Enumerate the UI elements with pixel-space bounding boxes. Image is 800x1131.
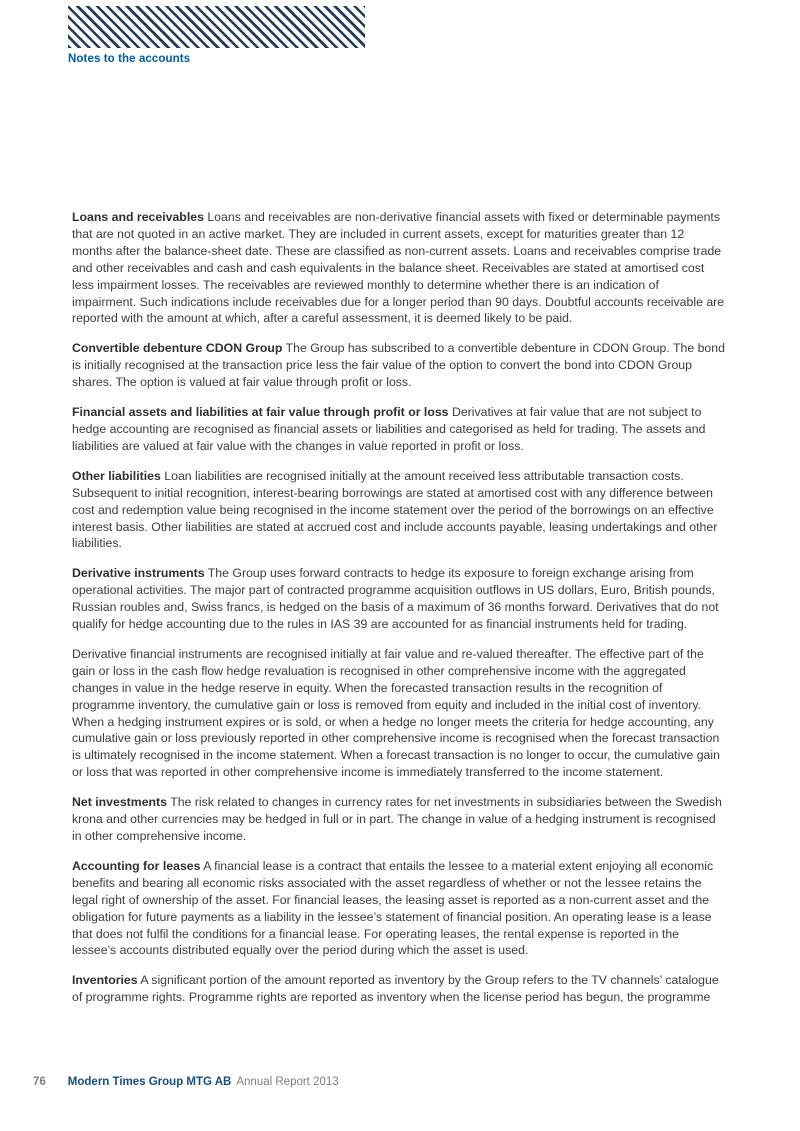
paragraph-heading: Net investments [72,795,167,810]
body-text [72,209,725,1019]
paragraph-heading: Inventories [72,973,138,988]
paragraph-text: Loan liabilities are recognised initially at the amount received less attributable transaction costs. Subsequent to initial recognition, interest-bearing borrowings are stated at amortised cost with any difference between cost and redemption value being recognised in the income statement over the period of the borrowings on an effective interest basis. Other liabilities are stated at accrued cost and include accounts payable, leasing undertakings and other liabilities. [72,468,718,551]
company-name: Modern Times Group MTG AB [67,1076,232,1088]
diagonal-stripes-decoration [68,6,365,48]
paragraph-text: The risk related to changes in currency rates for net investments in subsidiaries between the Swedish krona and other currencies may be hedged in full or in part. The change in value of a hedging instrument is recognised in other comprehensive income. [72,795,722,843]
paragraph-financial-assets-liabilities [72,404,725,455]
page-number: 76 [33,1076,46,1088]
section-title: Notes to the accounts [68,53,191,65]
paragraph-heading: Accounting for leases [72,858,201,873]
paragraph-derivative-instruments [72,565,725,633]
paragraph-heading: Loans and receivables [72,210,204,224]
report-title: Annual Report 2013 [236,1076,339,1088]
paragraph-text: A financial lease is a contract that entails the lessee to a material extent enjoying all economic benefits and bearing all economic risks associated with the asset regardless of whether or not the lessee retains the legal right of ownership of the asset. For financial leases, the leasing asset is reported as a non-current asset and the obligation for future payments as a liability in the lessee’s statement of financial position. An operating lease is a lease that does not fulfil the conditions for a financial lease. For operating leases, the rental expense is reported in the lessee’s accounts distributed equally over the period during which the asset is used. [72,858,714,958]
paragraph-convertible-debenture [72,340,725,391]
paragraph-text: Derivatives at fair value that are not subject to hedge accounting are recognised as financial assets or liabilities and categorised as held for trading. The assets and liabilities are valued at fair value with the changes in value reported in profit or loss. [72,405,706,453]
paragraph-heading: Derivative instruments [72,566,205,581]
paragraph-text: The Group has subscribed to a convertible debenture in CDON Group. The bond is initially recognised at the transaction price less the fair value of the option to convert the bond into CDON Group shares. The option is valued at fair value through profit or loss. [72,341,725,390]
paragraph-text: Loans and receivables are non-derivative financial assets with fixed or determinable payments that are not quoted in an active market. They are included in current assets, except for maturities greater than 12 months after the balance-sheet date. These are classified as non-current assets. Loans and receivables comprise trade and other receivables and cash and cash equivalents in the balance sheet. Receivables are stated at amortised cost less impairment losses. The receivables are reviewed monthly to determine whether there is an indication of impairment. Such indications include receivables due for a longer period than 90 days. Doubtful accounts receivable are reported with the amount at which, after a careful assessment, it is deemed likely to be paid. [72,210,725,326]
paragraph-net-investments [72,794,725,845]
paragraph-heading: Other liabilities [72,468,161,483]
paragraph-inventories [72,972,725,1006]
paragraph-loans-and-receivables [72,209,725,327]
page-footer [33,1076,733,1088]
paragraph-text: Derivative financial instruments are recognised initially at fair value and re-valued thereafter. The effective part of the gain or loss in the cash flow hedge revaluation is recognised in other comprehensive income with the aggregated changes in value in the hedge reserve in equity. When the forecasted transaction results in the recognition of programme inventory, the cumulative gain or loss is removed from equity and included in the initial cost of inventory. When a hedging instrument expires or is sold, or when a hedge no longer meets the criteria for hedge accounting, any cumulative gain or loss previously reported in other comprehensive income is recognised when the forecast transaction is ultimately recognised in the income statement. When a forecast transaction is no longer to occur, the cumulative gain or loss that was reported in other comprehensive income is immediately transferred to the income statement. [72,646,720,780]
paragraph-text: A significant portion of the amount reported as inventory by the Group refers to the TV channels’ catalogue of programme rights. Programme rights are reported as inventory when the license period has begun, the programme [72,973,719,1005]
paragraph-heading: Financial assets and liabilities at fair value through profit or loss [72,405,449,420]
paragraph-derivative-instruments-continued [72,646,725,781]
paragraph-other-liabilities [72,468,725,553]
paragraph-text: The Group uses forward contracts to hedge its exposure to foreign exchange arising from operational activities. The major part of contracted programme acquisition outflows in US dollars, Euro, British pounds, Russian roubles and, Swiss francs, is hedged on the basis of a maximum of 36 months forward. Derivatives that do not qualify for hedge accounting due to the rules in IAS 39 are accounted for as financial instruments held for trading. [72,566,719,632]
paragraph-accounting-for-leases [72,858,725,959]
paragraph-heading: Convertible debenture CDON Group [72,341,283,356]
